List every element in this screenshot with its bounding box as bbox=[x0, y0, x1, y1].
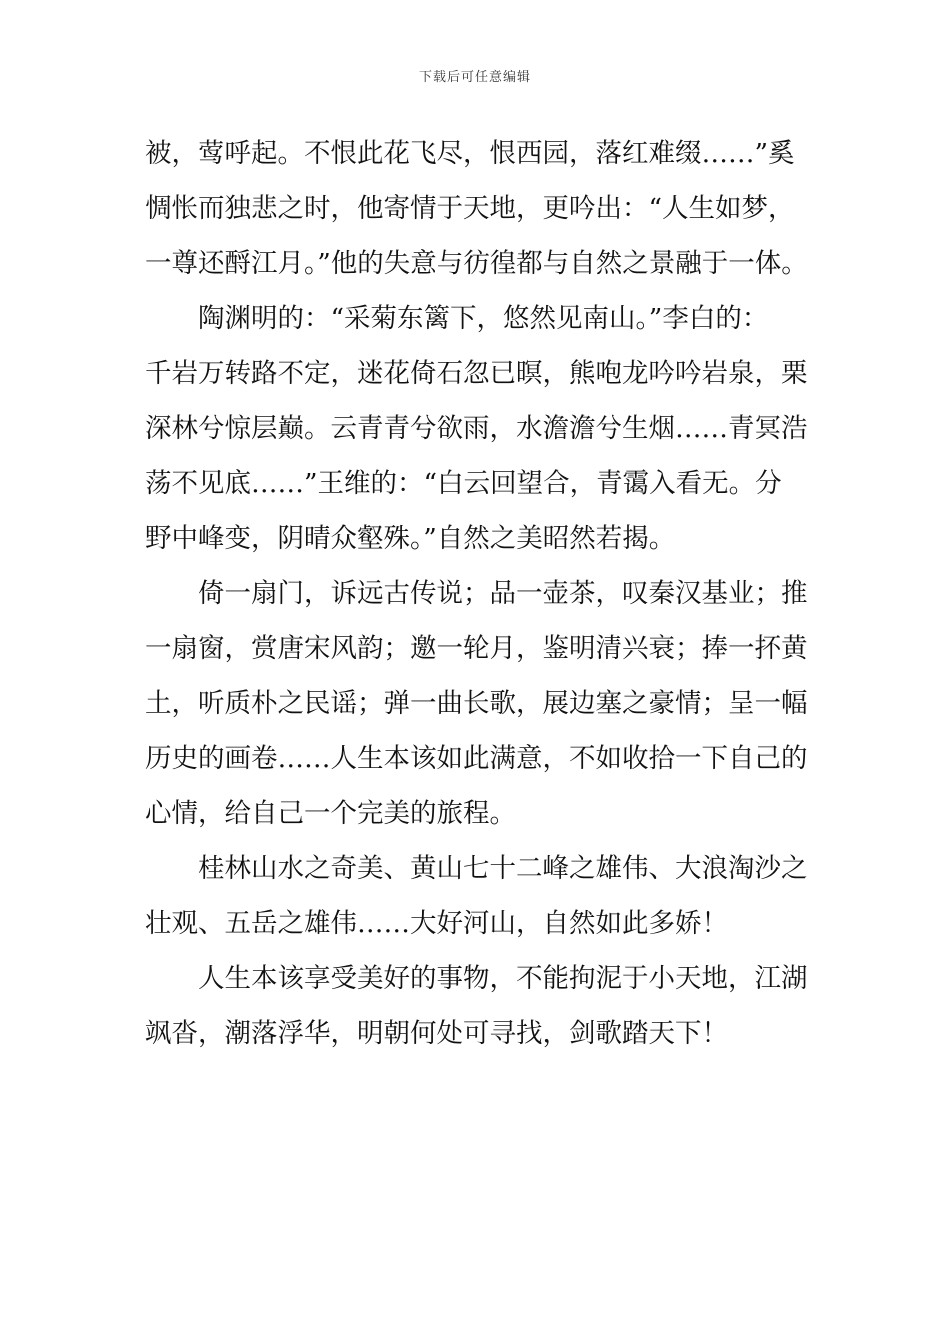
text-line: 荡不见底……”王维的：“白云回望合，青霭入看无。分 bbox=[145, 468, 782, 499]
paragraph-4 bbox=[145, 841, 808, 951]
text-line: 惆怅而独悲之时，他寄情于天地，更吟出：“人生如梦， bbox=[145, 193, 795, 224]
text-line: 野中峰变，阴晴众壑殊。”自然之美昭然若揭。 bbox=[145, 523, 676, 554]
text-line: 倚一扇门，诉远古传说；品一壶茶，叹秦汉基业；推 bbox=[198, 578, 808, 609]
text-line: 心情，给自己一个完美的旅程。 bbox=[145, 798, 516, 829]
text-line: 千岩万转路不定，迷花倚石忽已暝，熊咆龙吟吟岩泉，栗 bbox=[145, 358, 808, 389]
text-line: 被，莺呼起。不恨此花飞尽，恨西园，落红难缀……”奚 bbox=[145, 138, 795, 169]
paragraph-1 bbox=[145, 126, 808, 291]
text-line: 桂林山水之奇美、黄山七十二峰之雄伟、大浪淘沙之 bbox=[198, 853, 808, 884]
text-line: 一扇窗，赏唐宋风韵；邀一轮月，鉴明清兴衰；捧一抔黄 bbox=[145, 633, 808, 664]
document-body bbox=[145, 126, 808, 1061]
text-line: 飒沓，潮落浮华，明朝何处可寻找，剑歌踏天下！ bbox=[145, 1018, 728, 1049]
paragraph-3 bbox=[145, 566, 808, 841]
paragraph-5 bbox=[145, 951, 808, 1061]
text-line: 深林兮惊层巅。云青青兮欲雨，水澹澹兮生烟……青冥浩 bbox=[145, 413, 808, 444]
page-header: 下载后可任意编辑 bbox=[418, 70, 531, 85]
text-line: 陶渊明的：“采菊东篱下，悠然见南山。”李白的： bbox=[198, 303, 769, 334]
text-line: 人生本该享受美好的事物，不能拘泥于小天地，江湖 bbox=[198, 963, 808, 994]
paragraph-2 bbox=[145, 291, 808, 566]
text-line: 历史的画卷……人生本该如此满意，不如收拾一下自己的 bbox=[145, 743, 808, 774]
text-line: 一尊还酹江月。”他的失意与彷徨都与自然之景融于一体。 bbox=[145, 248, 808, 279]
text-line: 土，听质朴之民谣；弹一曲长歌，展边塞之豪情；呈一幅 bbox=[145, 688, 808, 719]
text-line: 壮观、五岳之雄伟……大好河山，自然如此多娇！ bbox=[145, 908, 728, 939]
